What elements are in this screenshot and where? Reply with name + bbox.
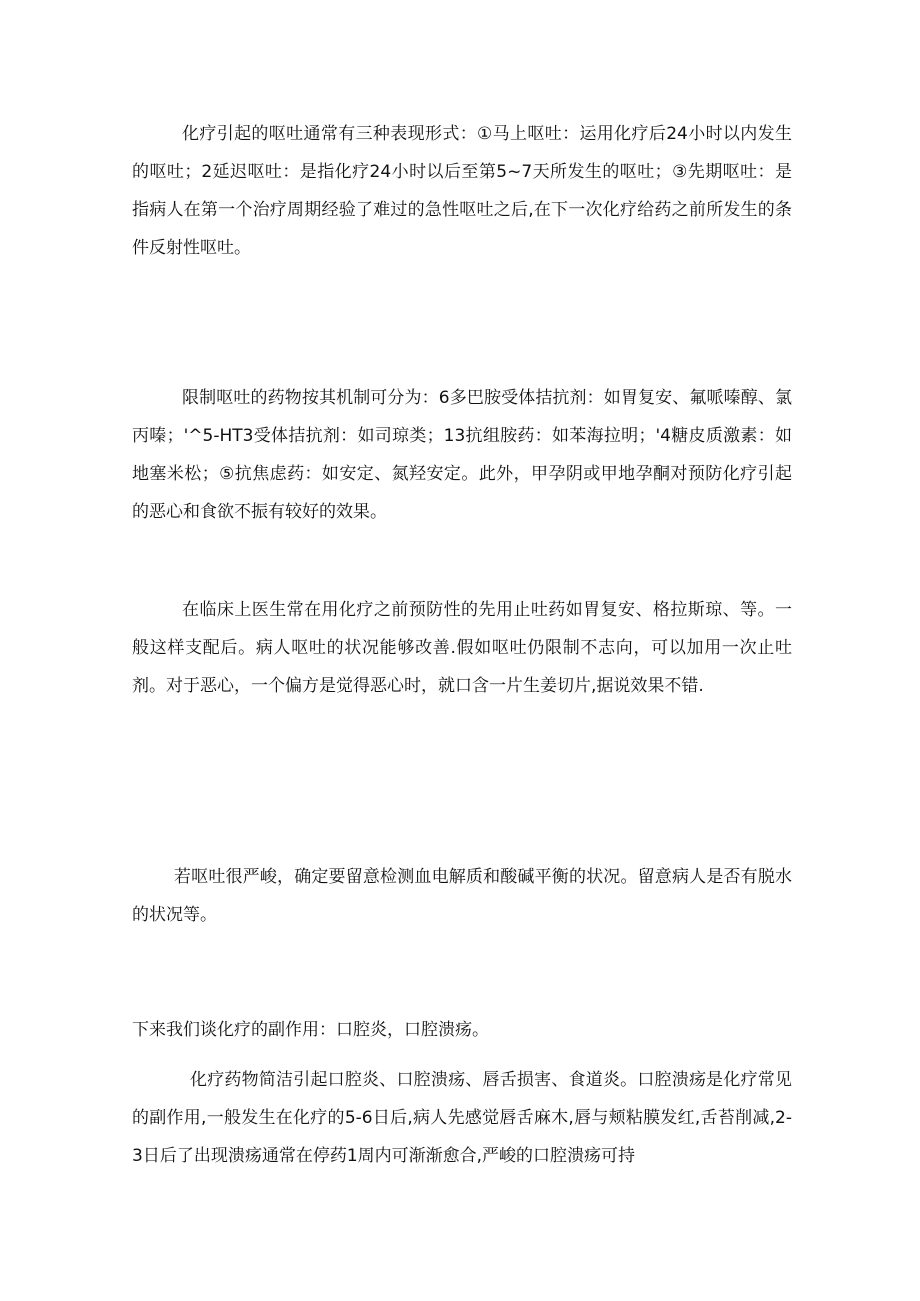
paragraph-vomiting-types: 化疗引起的呕吐通常有三种表现形式：①马上呕吐：运用化疗后24小时以内发生的呕吐；2延迟呕吐：是指化疗24小时以后至第5~7天所发生的呕吐；③先期呕吐：是指病人在第一个治疗周期经验了难过的急性呕吐之后,在下一次化疗给药之前所发生的条件反射性呕吐。 [132, 124, 792, 258]
paragraph-oral-ulcers: 化疗药物简洁引起口腔炎、口腔溃疡、唇舌损害、食道炎。口腔溃疡是化疗常见的副作用,一般发生在化疗的5-6日后,病人先感觉唇舌麻木,唇与颊粘膜发红,舌苔削减,2-3日后了出现溃疡通常在停药1周内可渐渐愈合,严峻的口腔溃疡可持 [132, 1070, 792, 1166]
paragraph-severe-vomiting: 若呕吐很严峻，确定要留意检测血电解质和酸碱平衡的状况。留意病人是否有脱水的状况等。 [132, 867, 792, 925]
paragraph-clinical-practice: 在临床上医生常在用化疗之前预防性的先用止吐药如胃复安、格拉斯琼、等。一般这样支配后。病人呕吐的状况能够改善.假如呕吐仍限制不志向，可以加用一次止吐剂。对于恶心，一个偏方是觉得恶心时，就口含一片生姜切片,据说效果不错. [132, 600, 792, 696]
paragraph-section-intro: 下来我们谈化疗的副作用：口腔炎，口腔溃疡。 [132, 1020, 489, 1040]
paragraph-antiemetic-drugs: 限制呕吐的药物按其机制可分为：6多巴胺受体拮抗剂：如胃复安、氟哌嗪醇、氯丙嗪；'^5-HT3受体拮抗剂：如司琼类；13抗组胺药：如苯海拉明；'4糖皮质激素：如地塞米松；⑤抗焦虑药：如安定、氮羟安定。此外，甲孕阴或甲地孕酮对预防化疗引起的恶心和食欲不振有较好的效果。 [132, 388, 792, 522]
